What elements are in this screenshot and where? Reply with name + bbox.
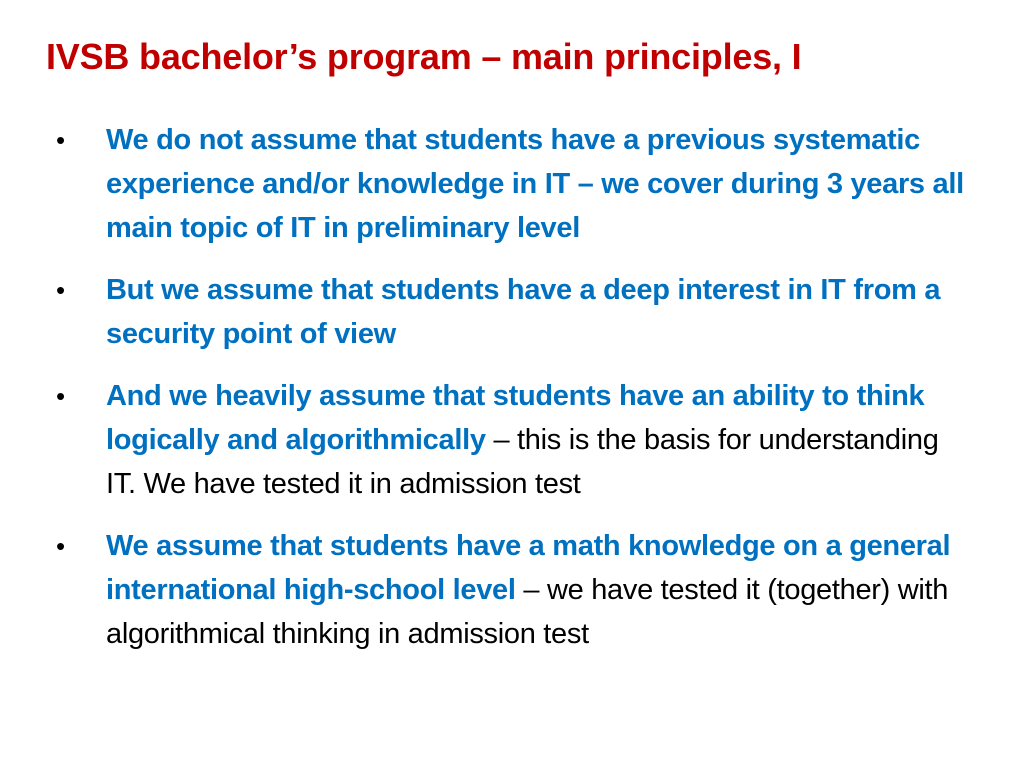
- bullet-4-plain-text: – we have tested it (together) with algorithmical thinking in admission test: [106, 574, 949, 650]
- bullet-item-4: [56, 524, 968, 656]
- bullet-dot-icon: •: [56, 381, 65, 411]
- bullet-list: [56, 118, 968, 674]
- bullet-item-3: [56, 374, 968, 506]
- bullet-dot-icon: •: [56, 275, 65, 305]
- bullet-item-1: [56, 118, 968, 250]
- bullet-2-emphasis-text: But we assume that students have a deep interest in IT from a security point of view: [106, 274, 941, 350]
- bullet-3-emphasis-text: And we heavily assume that students have an ability to think logically and algorithmically: [106, 380, 925, 456]
- bullet-dot-icon: •: [56, 531, 65, 561]
- bullet-dot-icon: •: [56, 125, 65, 155]
- bullet-4-emphasis-text: We assume that students have a math knowledge on a general international high-school level: [106, 530, 951, 606]
- bullet-3-plain-text: – this is the basis for understanding IT. We have tested it in admission test: [106, 424, 939, 500]
- bullet-item-2: [56, 268, 968, 356]
- slide-title: IVSB bachelor’s program – main principles, I: [46, 36, 802, 77]
- bullet-1-emphasis-text: We do not assume that students have a previous systematic experience and/or knowledge in IT – we cover during 3 years all main topic of IT in preliminary level: [106, 124, 964, 244]
